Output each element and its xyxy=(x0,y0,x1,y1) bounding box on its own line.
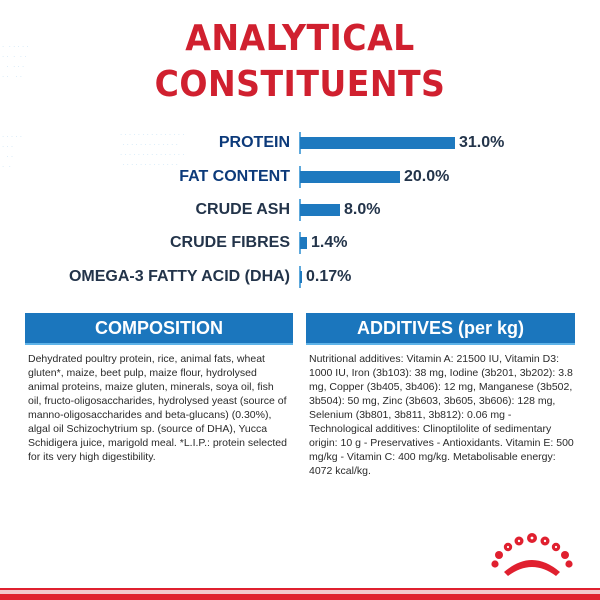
composition-text: Dehydrated poultry protein, rice, animal fats, wheat gluten*, maize, beet pulp, maize flour, hydrolysed animal proteins, maize gluten, minerals, soya oil, fish oil, fructo-oligosaccharides, hydrolysed yeast (source of manno-oligosaccharides and beta-glucans) (0.30%), algal oil Schizochytrium sp. (source of DHA), Yucca Schidigera juice, marigold meal. *L.I.P.: protein selected for its very high digestibility. xyxy=(28,353,287,463)
constituent-value: 0.17% xyxy=(306,268,352,285)
additives-heading: ADDITIVES (per kg) xyxy=(306,313,575,345)
constituent-bar xyxy=(300,137,455,149)
constituent-label: CRUDE FIBRES xyxy=(169,234,290,251)
constituent-value: 20.0% xyxy=(404,168,450,185)
ghost-text-left-2: . . . . . . . . . . . . xyxy=(2,130,23,169)
constituent-bar xyxy=(300,204,340,216)
constituent-bar xyxy=(300,237,307,249)
constituent-label: CRUDE ASH xyxy=(195,201,290,218)
constituent-row xyxy=(0,200,600,220)
title-line-1: ANALYTICAL xyxy=(185,18,415,59)
ghost-text-left: . . . . . . . . . . . . . . . . . . . xyxy=(2,40,29,79)
royal-canin-crown-icon xyxy=(490,532,574,578)
constituent-row xyxy=(0,267,600,287)
constituent-label: OMEGA-3 FATTY ACID (DHA) xyxy=(68,268,290,285)
additives-text: Nutritional additives: Vitamin A: 21500 IU, Vitamin D3: 1000 IU, Iron (3b103): 38 mg, Iodine (3b201, 3b202): 3.8 mg, Copper (3b405, 3b406): 12 mg, Manganese (3b502, 3b504): 50 mg, Zinc (3b603, 3b605, 3b606): 128 mg, Selenium (3b801, 3b811, 3b812): 0.06 mg - Technological additives: Clinoptilolite of sedimentary origin: 10 g - Preservatives - Antioxidants. Vitamin E: 500 mg/kg - Vitamin C: 400 mg/kg. Metabolisable energy: 4072 kcal/kg. xyxy=(309,353,574,477)
bottom-brand-strip xyxy=(0,588,600,600)
composition-heading: COMPOSITION xyxy=(25,313,293,345)
constituent-row xyxy=(0,233,600,253)
constituent-label: PROTEIN xyxy=(218,134,290,151)
constituent-bar xyxy=(300,171,400,183)
constituent-value: 1.4% xyxy=(311,234,348,251)
constituent-value: 8.0% xyxy=(344,201,381,218)
constituent-value: 31.0% xyxy=(459,134,505,151)
constituent-row xyxy=(0,133,600,153)
constituent-label: FAT CONTENT xyxy=(179,168,290,185)
constituent-row xyxy=(0,167,600,187)
title-line-2: CONSTITUENTS xyxy=(154,64,446,105)
constituent-bar xyxy=(300,271,302,283)
ghost-text-mid: . . . . . . . . . . . . . . . . . . . . . . . . . . . . . . . . . . . . . . . . . . . . . . . . . . . . . . . . xyxy=(120,128,185,167)
